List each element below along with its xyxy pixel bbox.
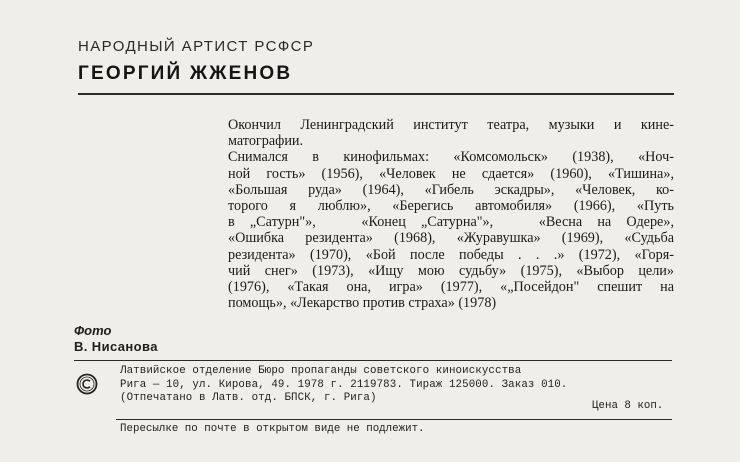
mailing-note: Пересылке по почте в открытом виде не подлежит. [120, 423, 425, 435]
photo-label: Фото [74, 323, 112, 338]
footer-rule [116, 419, 672, 420]
bio-line: помощь», «Лекарство против страха» (1978) [228, 295, 497, 312]
imprint-line: Рига — 10, ул. Кирова, 49. 1978 г. 2119783. Тираж 125000. Заказ 010. [120, 378, 568, 391]
bio-line: «Ошибка резидента» (1968), «Журавушка» (1969), «Судьба [228, 230, 674, 247]
honorary-title: НАРОДНЫЙ АРТИСТ РСФСР [78, 38, 315, 55]
copyright-icon [76, 373, 98, 395]
photo-credit [74, 323, 158, 355]
bio-line: в „Сатурн"», «Конец „Сатурна"», «Весна на Одере», [228, 214, 674, 231]
actor-name: ГЕОРГИЙ ЖЖЕНОВ [78, 63, 293, 84]
publisher-imprint [120, 365, 580, 406]
imprint-line: Латвийское отделение Бюро пропаганды советского киноискусства [120, 365, 522, 377]
bio-line: Окончил Ленинградский институт театра, музыки и кине- [228, 117, 674, 133]
price-label: Цена 8 коп. [592, 400, 664, 412]
bio-line: торого я люблю», «Берегись автомобиля» (1966), «Путь [228, 197, 674, 214]
imprint-line: (Отпечатано в Латв. отд. БПСК, г. Рига) [120, 392, 377, 405]
header-rule [78, 93, 674, 95]
bio-line: чий снег» (1973), «Ищу мою судьбу» (1975), «Выбор цели» [228, 262, 674, 279]
bio-line: матографии. [228, 133, 304, 150]
bio-line: ной гость» (1956), «Человек не сдается» (1960), «Тишина», [228, 165, 674, 182]
bio-line: Снимался в кинофильмах: «Комсомольск» (1938), «Ноч- [228, 149, 674, 166]
bio-line: (1976), «Такая она, игра» (1977), «„Посейдон" спешит на [228, 278, 674, 295]
credit-rule [74, 360, 672, 361]
bio-line: резидента» (1970), «Бой после победы . . .» (1972), «Горя- [228, 246, 674, 263]
biography-text [228, 117, 674, 311]
photographer-name: В. Нисанова [74, 339, 158, 354]
bio-line: «Большая руда» (1964), «Гибель эскадры», «Человек, ко- [228, 181, 674, 198]
